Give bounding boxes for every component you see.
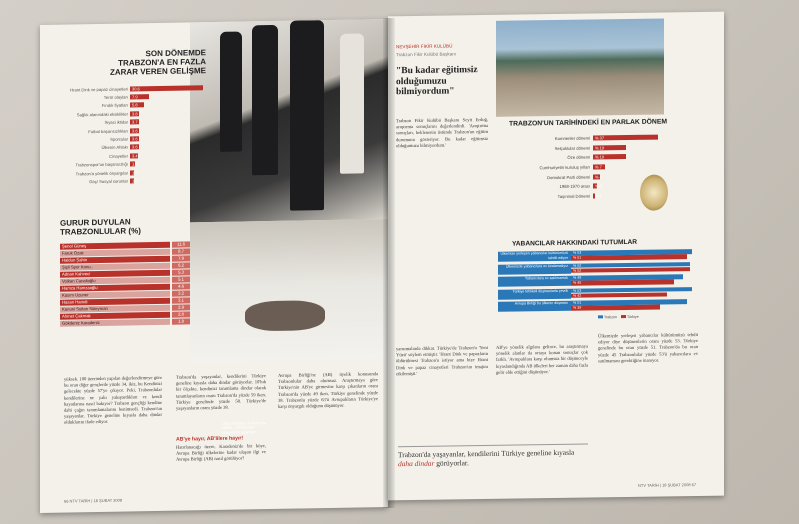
damage-bar-label: Hrant Dink ve papaz cinayetleri [70,86,128,93]
proud-name: Volkan Canalioğlu [60,276,170,284]
damage-bar-track [130,144,206,150]
proud-name: Şenol Güneş [60,241,170,249]
proud-value: 6.2 [172,262,190,268]
proud-name: Haldun Şahin [60,255,170,263]
history-bar-value: % 19 [595,145,605,151]
damage-bar-track [130,110,206,116]
damage-bar-track [130,152,206,158]
damage-bar-track [130,102,206,108]
proud-chart-title: GURUR DUYULAN TRABZONLULAR (%) [60,217,141,237]
proud-name: Gökdeniz Karadeniz [60,318,170,326]
damage-bar-track [130,93,206,99]
damage-bar-track [130,85,206,91]
damage-bar-value: 1.9 [132,161,138,167]
history-chart [498,132,698,235]
legend-label-trabzon: Trabzon [603,315,617,320]
history-bar-label: Taşınmal Dönemi [557,193,590,199]
right-page [388,12,724,501]
damage-chart [46,48,206,221]
legend-swatch-trabzon [598,315,603,318]
history-bar-label: Öze dönemi [567,155,590,161]
right-body-column-2: AB'ye yönelik algılara gelince, bu araştırmaya yönelik alanlar da ortaya konan sonuçlar çok farklı. 'Avrupalılara karşı olumsuz bir düşünceyle kıyaslandığında AB ülkeleri her zaman daha fazla gelir elde ettiğini düşünüyor.' [496,343,588,375]
body-column-2: Trabzon'da yaşayanlar, kendilerini Türkiye geneline kıyasla daha dindar görüyorlar. 10'luk bir ölçekte, kendinizi tanımlama dindar olarak tanımlayanların oranı Trabzon'da yüzde 59 iken, Türkiye genelinde yüzde 58. Türkiye'de yaşayanların oranı yüzde 38. [176,373,266,411]
interview-kicker-2: Trabzon Fikir Kulübü Başkanı [396,51,457,58]
proud-value: 3.2 [172,290,190,296]
proud-name: Hasan Hamdi [60,297,170,305]
foreigners-bar-value: % 49 [573,275,582,281]
proud-value: 4.6 [172,283,190,289]
pull-quote: Trabzon'da yaşayanlar, kendilerini Türkiye geneline kıyasla daha dindar görüyorlar. [398,444,588,469]
body-column-3: Avrupa Birliği'ne (AB) üyelik konusunda Trabzonlular daha olumsuz. Araştırmaya göre Türkiye'nin AB'ye girmesine karşı çıkanların oranı Trabzon'da yüzde 49 iken, Türkiye genelinde yüzde 38. Trabzonlu yüzde 63'ü Avrupalıların Türkiye'ye karşı önyargılı olduğunu düşünüyor. [278,371,378,409]
photo-figure-white [340,33,364,173]
photo-shoes [245,300,325,331]
foreigners-bar-value: % 45 [573,280,582,286]
history-bar-label: Cumhuriyetin kuruluş yılları [539,164,590,171]
history-chart-title: TRABZON'UN TARİHİNDEKİ EN PARLAK DÖNEM [508,118,668,128]
proud-value: 5.3 [172,269,190,275]
damage-bar-track [130,118,206,124]
foreigners-bar-row [498,298,708,313]
foreigners-bar-group [571,287,708,299]
interview-kicker: NEVŞEHİR FİKİR KULÜBÜ [396,43,453,50]
interview-body: Trabzon Fikir Kulübü Başkanı Seyit Erdoğ, araştırma sonuçlarını değerlendirdi. 'Araştırma sonuçları, beklenenin üstünde Trabzon'un eğitim durumunu gösteriyor. Bu kadar eğitimsiz olduğumuzu bilmiyordum.' [396,116,488,149]
proud-value: 11.6 [172,241,190,247]
foreigners-bar-value: % 51 [573,300,582,306]
damage-bar-label: Trabzon'a yönelik önyargılar [75,170,128,177]
damage-chart-rows [46,83,206,186]
proud-value: 3.1 [172,297,190,303]
damage-bar-track [130,127,206,133]
history-bar-label: Selçuklular dönemi [554,145,590,151]
proud-name: Kasım Uzuner [60,290,170,298]
foreigners-bar-turkiye [571,280,674,286]
history-bar-track [593,144,663,150]
right-body-column-1: yansımalarda dikkat. Türkiye'de Trabzon'u 'Yeni Yüzü' söylem etmiştir. 'Hrant Dink ve papazların öldürülmesi Trabzon'u istiyor ama bize Hrant Dink ve papaz cinayetleri Trabzon'un imajını etkilemişti.' [396,344,488,377]
damage-bar-value: 5.8 [132,102,138,108]
damage-bar [130,85,203,91]
interview-headline: "Bu kadar eğitimsiz olduğumuzu bilmiyordum" [396,65,478,98]
trabzon-city-photo [496,18,664,116]
foreigners-bar-value: % 52 [573,268,582,273]
proud-value: 1.8 [172,318,190,324]
proud-chart [60,216,190,368]
legend-label-turkiye: Türkiye [626,314,639,320]
damage-bar-label: Futbol başarısızlıkları [88,128,128,134]
photo-caption: Uğur Dündar'a Trabzon'da saldırı... Hrant Dink cinayetinin ardından... [222,421,267,435]
foreigners-bar-group [571,249,708,261]
photo-figure [290,20,324,211]
damage-chart-title: SON DÖNEMDE TRABZON'A EN FAZLA ZARAR VEREN GELİŞME [109,48,206,77]
proud-value: 7.9 [172,255,190,261]
foreigners-bar-group [571,299,708,311]
foreigners-bar-turkiye [571,267,690,273]
damage-bar-label: Trabzonspor'un başarısızlığı [75,161,128,168]
history-bar-label: 1968-1970 arası [559,183,590,190]
foreigners-bar-value: % 52 [573,263,582,268]
damage-bar-value: 3.6 [132,144,138,150]
history-bar-value: % 1 [595,193,602,199]
proud-name: Faruk Özak [60,248,170,256]
damage-bar-label: Sağlık alanındaki eksiklikler [76,111,128,118]
left-page [40,19,388,513]
foreigners-bar-value: % 53 [573,250,582,256]
damage-bar-value: 3.4 [132,153,138,159]
damage-bar-track [130,169,206,175]
history-bar-label: Komnenler dönemi [554,135,590,142]
damage-bar-value: 3.8 [132,111,138,117]
history-bar-value: % 19 [595,154,605,160]
history-bar-track [593,154,663,160]
damage-bar-row [46,175,206,186]
damage-bar-label: Terör olayları [103,94,128,101]
damage-bar-value: 30.6 [132,85,140,92]
foreigners-legend [598,315,639,320]
page-footer-left: 66 NTV TARİH | 18 ŞUBAT 2008 [64,497,123,504]
proud-value: 8.7 [172,248,190,254]
legend-swatch-turkiye [621,315,626,318]
history-bar-track [593,135,663,141]
foreigners-bar-value: % 42 [573,293,582,298]
foreigners-bar-turkiye [571,305,660,311]
damage-bar-track [130,160,206,166]
history-bar-value: % 7 [595,164,602,170]
foreigners-bar-turkiye [571,292,667,298]
proud-value: 2.9 [172,304,190,310]
damage-bar-label: Cinayetler [109,153,128,159]
foreigners-bar-label: Türkiye tehlikeli düşmanlarla çevrili [498,289,571,300]
damage-bar-label: Siyasi iktidar [104,119,128,126]
damage-bar-value: 1.7 [132,169,138,176]
foreigners-bar-value: % 51 [573,255,582,261]
page-footer-right: NTV TARİH | 18 ŞUBAT 2008 67 [638,482,697,488]
history-bar-track [593,164,663,170]
body-column-1: yüksek. 100 üzerinden yapılan değerlendirmeye göre bu oran diğer gençlerde yüzde 34, ikiz, bu Kendinizi gelecekte yüzde 57'ye çıkıyor. Peki, Trabzonlular kendilerine ne yakı yakıştırdıkları ve kendi hayatlarına nasıl bakıyor? Trabzon gençliği kendine dahi çağın tanımlamalarını benimsedi. Trabzon'un yaşayanlar, Türkiye geneline kıyasla daha dindar olduklarını ifade ediyor. [64,374,162,426]
foreigners-bar-value: % 39 [573,305,582,311]
history-bar-value: % 4 [595,174,602,180]
proud-name: Hamza Hamzaoğlu [60,283,170,291]
foreigners-chart-title: YABANCILAR HAKKINDAKİ TUTUMLAR [512,238,638,248]
history-bar-value: % 37 [595,135,605,141]
foreigners-bar-value: % 53 [573,288,582,293]
foreigners-bar-group [571,262,708,274]
proud-name: Şişli Spor Konu.. [60,262,170,270]
damage-bar-label: Göç/ Sosyal sorunlar [89,178,128,185]
proud-value: 2.0 [172,311,190,317]
right-body-column-3: Ülkemizde yerleşen yabancılar kültürümüzü tehdit ediyor diye düşünenlerin oranı yüzde 53. Türkiye genelinde bu oran yüzde 51. Trabzon'da bu oran yüzde 45 Trabzonlular yüzde 53'ü yabancılara ev satılmaması gerektiğine inanıyor. [598,332,698,364]
foreigners-bar-label: Yabancılara ev satılmamalı [498,276,571,287]
foreigners-bar-turkiye [571,254,687,260]
proud-name: Adnan Kahveci [60,269,170,277]
body-column-2b: Hatırlanacağı üzere, Karadeniz'de bir köye, Avrupa Birliği ülkelerine kadar ulaşan ilgi ve Avrupa Birliği (AB) nasıl görülüyor? [176,443,266,463]
proud-value: 5.1 [172,276,190,282]
book-gutter [383,18,395,508]
damage-bar-label: Sporcular [110,136,128,142]
foreigners-bar-label: Ülkemizde yabancılara ev kiralamalıyız [498,264,571,275]
damage-bar-label: Fındık fiyatları [101,102,128,109]
foreigners-bar-label: Ülkemize yerleşen yabancılar kültürümüzü tehdit ediyor [498,251,571,262]
history-bar-value: % 2 [595,183,602,189]
sub-heading: AB'ye hayır, AB'lilere hayır! [176,435,244,443]
damage-bar-value: 7.9 [132,94,138,100]
news-photo-crowd [190,19,388,222]
damage-bar-value: 1.6 [132,178,138,184]
photo-figure [220,32,242,152]
foreigners-bar-label: Avrupa Birliği bu ülkenin düşmanı [498,301,571,312]
damage-bar-track [130,135,206,141]
proud-name: Kanuni Sultan Süleyman [60,304,170,312]
damage-bar-value: 3.6 [132,127,138,134]
photo-figure [252,25,278,175]
history-bar-row [498,190,698,202]
damage-bar-label: Ülkenin Ahlakı [101,144,128,151]
proud-chart-rows [60,240,190,326]
history-bar-label: Demokrat Parti dönemi [547,174,590,180]
proud-name: Ahmet Çakmak [60,311,170,319]
foreigners-bar-group [571,274,708,286]
damage-bar-track [130,177,206,183]
damage-bar-value: 3.7 [132,119,138,125]
damage-bar-value: 3.6 [132,136,138,142]
